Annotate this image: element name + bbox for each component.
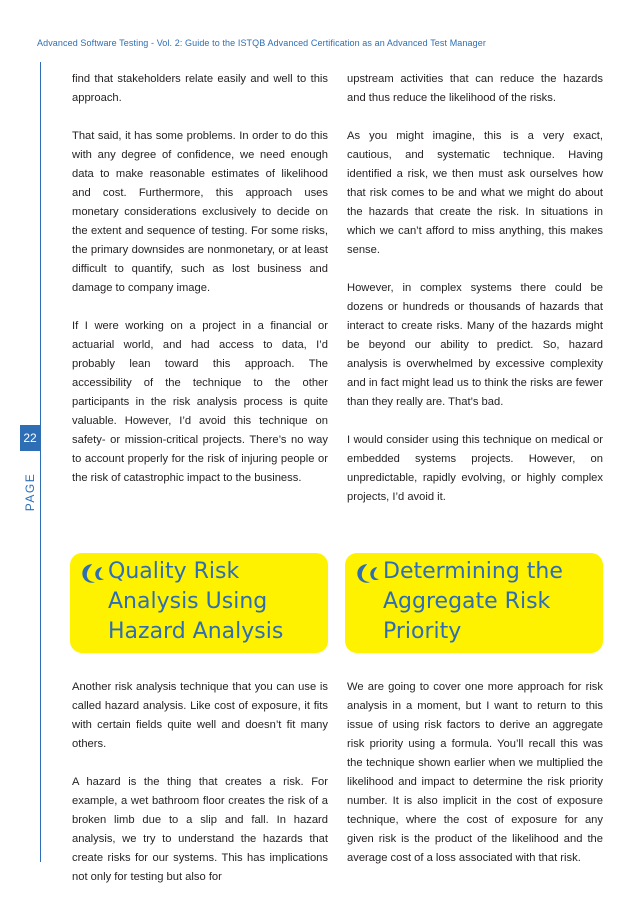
- paragraph: I would consider using this technique on medical or embedded systems projects. However, on unpredictable, rapidly evolving, or highly complex projects, I’d avoid it.: [347, 434, 603, 503]
- running-header: Advanced Software Testing - Vol. 2: Guide to the ISTQB Advanced Certification as an Advanced Test Manager: [37, 38, 486, 48]
- section-heading-hazard-analysis: [70, 553, 328, 653]
- section-title: Determining the Aggregate Risk Priority: [383, 559, 563, 644]
- paragraph: upstream activities that can reduce the hazards and thus reduce the likelihood of the risks.: [347, 73, 603, 104]
- paragraph: A hazard is the thing that creates a risk. For example, a wet bathroom floor creates the risk of a broken limb due to a slip and fall. In hazard analysis, we try to understand the hazards that create risks for our systems. This has implications not only for testing but also for: [72, 776, 328, 883]
- swirl-icon: [78, 561, 108, 587]
- margin-rule: [40, 62, 41, 862]
- paragraph: If I were working on a project in a financial or actuarial world, and had access to data, I’d probably lean toward this approach. The accessibility of the technique to the other participants in the risk analysis process is quite valuable. However, I’d avoid this technique on safety- or mission-critical projects. There’s no way to account properly for the risk of injuring people or the risk of catastrophic impact to the business.: [72, 320, 328, 484]
- swirl-icon: [353, 561, 383, 587]
- column-top-right: [347, 70, 603, 526]
- paragraph: As you might imagine, this is a very exact, cautious, and systematic technique. Having identified a risk, we then must ask ourselves how that risk comes to be and what we might do about the hazards that create the risk. In situations in which we can’t afford to miss anything, this makes sense.: [347, 130, 603, 256]
- column-bottom-left: [72, 678, 328, 906]
- paragraph: find that stakeholders relate easily and well to this approach.: [72, 73, 328, 104]
- section-title: Quality Risk Analysis Using Hazard Analysis: [108, 559, 284, 644]
- column-top-left: [72, 70, 328, 507]
- paragraph: However, in complex systems there could be dozens or hundreds or thousands of hazards that interact to create risks. Many of the hazards might be beyond our ability to predict. So, hazard analysis is overwhelmed by excessive complexity and in fact might lead us to think the risks are fewer than they really are. That’s bad.: [347, 282, 603, 408]
- page-number: 22: [20, 425, 40, 451]
- paragraph: That said, it has some problems. In order to do this with any degree of confidence, we need enough data to make reasonable estimates of likelihood and cost. Furthermore, this approach uses monetary considerations exclusively to decide on the extent and sequence of testing. For some risks, the primary downsides are nonmonetary, or at least difficult to quantify, such as lost business and damage to company image.: [72, 130, 328, 294]
- page-label: PAGE: [23, 472, 37, 512]
- section-heading-aggregate-risk: [345, 553, 603, 653]
- paragraph: We are going to cover one more approach for risk analysis in a moment, but I want to return to this issue of using risk factors to derive an aggregate risk priority using a formula. You’ll recall this was the technique shown earlier when we multiplied the likelihood and impact to determine the risk priority number. It is also implicit in the cost of exposure technique, where the cost of exposure for any given risk is the product of the likelihood and the average cost of a loss associated with that risk.: [347, 681, 603, 864]
- column-bottom-right: [347, 678, 603, 887]
- paragraph: Another risk analysis technique that you can use is called hazard analysis. Like cost of exposure, it fits with certain fields quite well and doesn’t fit many others.: [72, 681, 328, 750]
